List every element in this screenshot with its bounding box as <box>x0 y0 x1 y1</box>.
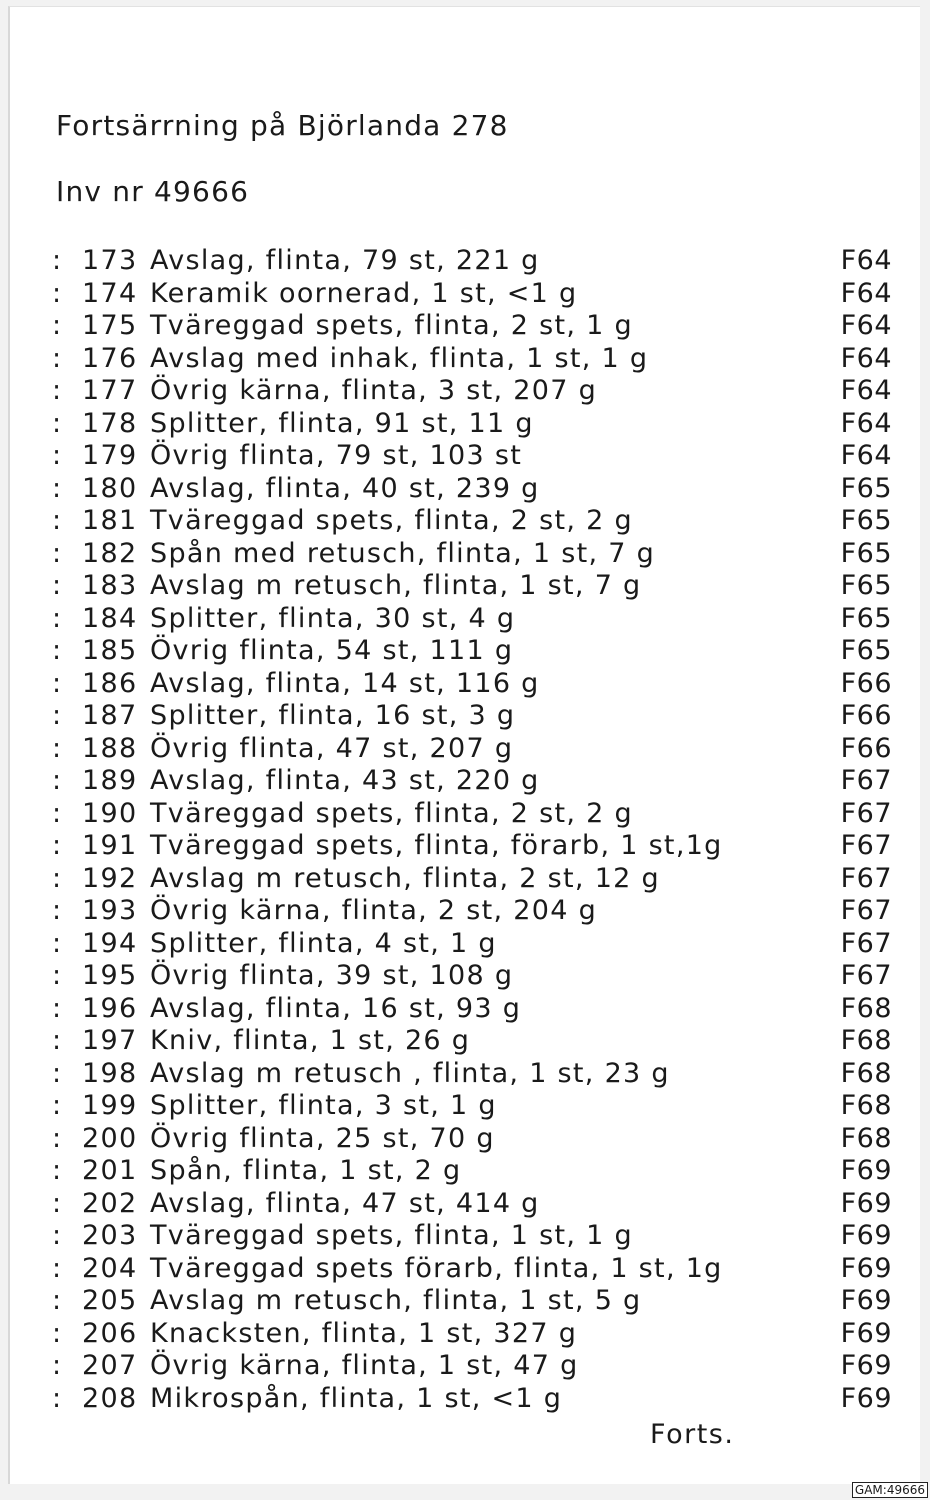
item-number: 180 <box>82 472 138 504</box>
row-colon: : <box>52 830 63 861</box>
list-item <box>52 765 892 798</box>
item-number: 207 <box>82 1350 138 1381</box>
item-number: 186 <box>82 667 138 699</box>
row-colon: : <box>52 375 63 406</box>
item-description: Avslag m retusch , flinta, 1 st, 23 g <box>150 1057 670 1089</box>
list-item <box>52 570 892 603</box>
find-code: F69 <box>840 1317 892 1349</box>
item-description: Övrig flinta, 79 st, 103 st <box>150 440 523 471</box>
item-description: Övrig kärna, flinta, 3 st, 207 g <box>150 375 598 406</box>
row-colon: : <box>52 310 63 341</box>
find-code: F65 <box>840 472 892 504</box>
row-colon: : <box>52 1382 63 1414</box>
row-colon: : <box>52 1252 63 1284</box>
item-number: 177 <box>82 375 138 406</box>
find-code: F64 <box>840 407 892 439</box>
list-item <box>52 343 892 376</box>
item-number: 189 <box>82 765 138 796</box>
item-description: Avslag m retusch, flinta, 1 st, 5 g <box>150 1285 642 1316</box>
item-number: 192 <box>82 862 138 894</box>
list-item <box>52 1253 892 1286</box>
row-colon: : <box>52 505 63 536</box>
item-number: 184 <box>82 602 138 634</box>
archive-stamp: GAM:49666 <box>852 1482 928 1498</box>
row-colon: : <box>52 1122 63 1154</box>
row-colon: : <box>52 700 63 731</box>
item-description: Avslag, flinta, 40 st, 239 g <box>150 472 540 504</box>
item-number: 185 <box>82 635 138 666</box>
find-code: F68 <box>840 992 892 1024</box>
inventory-number: Inv nr 49666 <box>56 175 250 208</box>
row-colon: : <box>52 960 63 991</box>
find-code: F69 <box>840 1382 892 1414</box>
item-description: Splitter, flinta, 16 st, 3 g <box>150 700 516 731</box>
row-colon: : <box>52 732 63 764</box>
item-number: 195 <box>82 960 138 991</box>
list-item <box>52 863 892 896</box>
find-code: F69 <box>840 1350 892 1381</box>
list-item <box>52 1188 892 1221</box>
list-item <box>52 1025 892 1058</box>
list-item <box>52 830 892 863</box>
row-colon: : <box>52 1317 63 1349</box>
item-number: 205 <box>82 1285 138 1316</box>
item-description: Övrig kärna, flinta, 1 st, 47 g <box>150 1350 579 1381</box>
item-number: 202 <box>82 1187 138 1219</box>
row-colon: : <box>52 1057 63 1089</box>
row-colon: : <box>52 570 63 601</box>
row-colon: : <box>52 862 63 894</box>
item-description: Keramik oornerad, 1 st, <1 g <box>150 277 578 309</box>
list-item <box>52 1123 892 1156</box>
row-colon: : <box>52 407 63 439</box>
item-description: Övrig flinta, 39 st, 108 g <box>150 960 514 991</box>
item-number: 176 <box>82 342 138 374</box>
list-item <box>52 1058 892 1091</box>
row-colon: : <box>52 277 63 309</box>
row-colon: : <box>52 765 63 796</box>
find-code: F69 <box>840 1220 892 1251</box>
item-number: 190 <box>82 797 138 829</box>
item-description: Avslag, flinta, 79 st, 221 g <box>150 245 540 276</box>
item-number: 193 <box>82 895 138 926</box>
find-code: F64 <box>840 245 892 276</box>
row-colon: : <box>52 1187 63 1219</box>
item-description: Avslag, flinta, 14 st, 116 g <box>150 667 540 699</box>
item-description: Avslag, flinta, 43 st, 220 g <box>150 765 540 796</box>
item-number: 182 <box>82 537 138 569</box>
list-item <box>52 375 892 408</box>
find-code: F67 <box>840 960 892 991</box>
list-item <box>52 538 892 571</box>
list-item <box>52 1383 892 1416</box>
list-item <box>52 733 892 766</box>
find-code: F65 <box>840 602 892 634</box>
list-item <box>52 993 892 1026</box>
row-colon: : <box>52 667 63 699</box>
item-number: 203 <box>82 1220 138 1251</box>
item-number: 201 <box>82 1155 138 1186</box>
item-description: Splitter, flinta, 91 st, 11 g <box>150 407 534 439</box>
list-item <box>52 505 892 538</box>
item-list <box>52 245 892 1415</box>
row-colon: : <box>52 635 63 666</box>
find-code: F67 <box>840 765 892 796</box>
item-description: Splitter, flinta, 3 st, 1 g <box>150 1090 497 1121</box>
find-code: F67 <box>840 830 892 861</box>
find-code: F65 <box>840 635 892 666</box>
find-code: F69 <box>840 1252 892 1284</box>
item-number: 194 <box>82 927 138 959</box>
item-description: Tväreggad spets förarb, flinta, 1 st, 1g <box>150 1252 723 1284</box>
row-colon: : <box>52 992 63 1024</box>
find-code: F69 <box>840 1155 892 1186</box>
row-colon: : <box>52 895 63 926</box>
item-description: Avslag m retusch, flinta, 1 st, 7 g <box>150 570 642 601</box>
item-number: 191 <box>82 830 138 861</box>
item-description: Tväreggad spets, flinta, 2 st, 1 g <box>150 310 633 341</box>
item-number: 183 <box>82 570 138 601</box>
row-colon: : <box>52 342 63 374</box>
item-description: Övrig kärna, flinta, 2 st, 204 g <box>150 895 598 926</box>
item-number: 187 <box>82 700 138 731</box>
item-number: 173 <box>82 245 138 276</box>
item-description: Spån, flinta, 1 st, 2 g <box>150 1155 462 1186</box>
row-colon: : <box>52 602 63 634</box>
list-item <box>52 245 892 278</box>
find-code: F64 <box>840 310 892 341</box>
find-code: F66 <box>840 732 892 764</box>
find-code: F64 <box>840 440 892 471</box>
item-number: 174 <box>82 277 138 309</box>
find-code: F67 <box>840 862 892 894</box>
list-item <box>52 1285 892 1318</box>
list-item <box>52 408 892 441</box>
item-description: Tväreggad spets, flinta, 2 st, 2 g <box>150 505 633 536</box>
item-number: 196 <box>82 992 138 1024</box>
continued-label: Forts. <box>650 1419 735 1450</box>
item-description: Avslag m retusch, flinta, 2 st, 12 g <box>150 862 660 894</box>
item-number: 199 <box>82 1090 138 1121</box>
item-description: Mikrospån, flinta, 1 st, <1 g <box>150 1382 563 1414</box>
list-item <box>52 1318 892 1351</box>
find-code: F64 <box>840 342 892 374</box>
find-code: F64 <box>840 375 892 406</box>
item-description: Övrig flinta, 47 st, 207 g <box>150 732 514 764</box>
find-code: F68 <box>840 1090 892 1121</box>
item-number: 188 <box>82 732 138 764</box>
item-description: Avslag, flinta, 16 st, 93 g <box>150 992 522 1024</box>
find-code: F68 <box>840 1025 892 1056</box>
row-colon: : <box>52 1090 63 1121</box>
find-code: F66 <box>840 667 892 699</box>
row-colon: : <box>52 440 63 471</box>
row-colon: : <box>52 1220 63 1251</box>
row-colon: : <box>52 537 63 569</box>
row-colon: : <box>52 797 63 829</box>
item-number: 200 <box>82 1122 138 1154</box>
item-number: 181 <box>82 505 138 536</box>
item-description: Splitter, flinta, 4 st, 1 g <box>150 927 497 959</box>
catalog-card <box>8 6 920 1484</box>
item-number: 178 <box>82 407 138 439</box>
list-item <box>52 668 892 701</box>
list-item <box>52 473 892 506</box>
row-colon: : <box>52 927 63 959</box>
find-code: F68 <box>840 1057 892 1089</box>
item-number: 175 <box>82 310 138 341</box>
page-title: Fortsärrning på Björlanda 278 <box>56 109 509 142</box>
item-description: Tväreggad spets, flinta, 1 st, 1 g <box>150 1220 633 1251</box>
row-colon: : <box>52 245 63 276</box>
find-code: F64 <box>840 277 892 309</box>
list-item <box>52 440 892 473</box>
item-description: Avslag, flinta, 47 st, 414 g <box>150 1187 540 1219</box>
list-item <box>52 1220 892 1253</box>
item-number: 206 <box>82 1317 138 1349</box>
list-item <box>52 960 892 993</box>
find-code: F67 <box>840 895 892 926</box>
item-description: Spån med retusch, flinta, 1 st, 7 g <box>150 537 656 569</box>
item-description: Övrig flinta, 54 st, 111 g <box>150 635 514 666</box>
list-item <box>52 700 892 733</box>
list-item <box>52 310 892 343</box>
row-colon: : <box>52 1155 63 1186</box>
find-code: F69 <box>840 1187 892 1219</box>
find-code: F66 <box>840 700 892 731</box>
row-colon: : <box>52 472 63 504</box>
find-code: F67 <box>840 797 892 829</box>
item-description: Splitter, flinta, 30 st, 4 g <box>150 602 516 634</box>
item-number: 179 <box>82 440 138 471</box>
item-description: Knacksten, flinta, 1 st, 327 g <box>150 1317 578 1349</box>
item-number: 198 <box>82 1057 138 1089</box>
find-code: F67 <box>840 927 892 959</box>
row-colon: : <box>52 1025 63 1056</box>
item-number: 204 <box>82 1252 138 1284</box>
item-number: 208 <box>82 1382 138 1414</box>
item-description: Tväreggad spets, flinta, förarb, 1 st,1g <box>150 830 723 861</box>
find-code: F65 <box>840 570 892 601</box>
item-description: Kniv, flinta, 1 st, 26 g <box>150 1025 471 1056</box>
item-description: Tväreggad spets, flinta, 2 st, 2 g <box>150 797 633 829</box>
list-item <box>52 1155 892 1188</box>
list-item <box>52 798 892 831</box>
list-item <box>52 895 892 928</box>
find-code: F69 <box>840 1285 892 1316</box>
row-colon: : <box>52 1285 63 1316</box>
item-number: 197 <box>82 1025 138 1056</box>
item-description: Övrig flinta, 25 st, 70 g <box>150 1122 495 1154</box>
list-item <box>52 928 892 961</box>
find-code: F68 <box>840 1122 892 1154</box>
item-description: Avslag med inhak, flinta, 1 st, 1 g <box>150 342 649 374</box>
list-item <box>52 603 892 636</box>
find-code: F65 <box>840 537 892 569</box>
list-item <box>52 1350 892 1383</box>
list-item <box>52 635 892 668</box>
list-item <box>52 1090 892 1123</box>
find-code: F65 <box>840 505 892 536</box>
list-item <box>52 278 892 311</box>
row-colon: : <box>52 1350 63 1381</box>
